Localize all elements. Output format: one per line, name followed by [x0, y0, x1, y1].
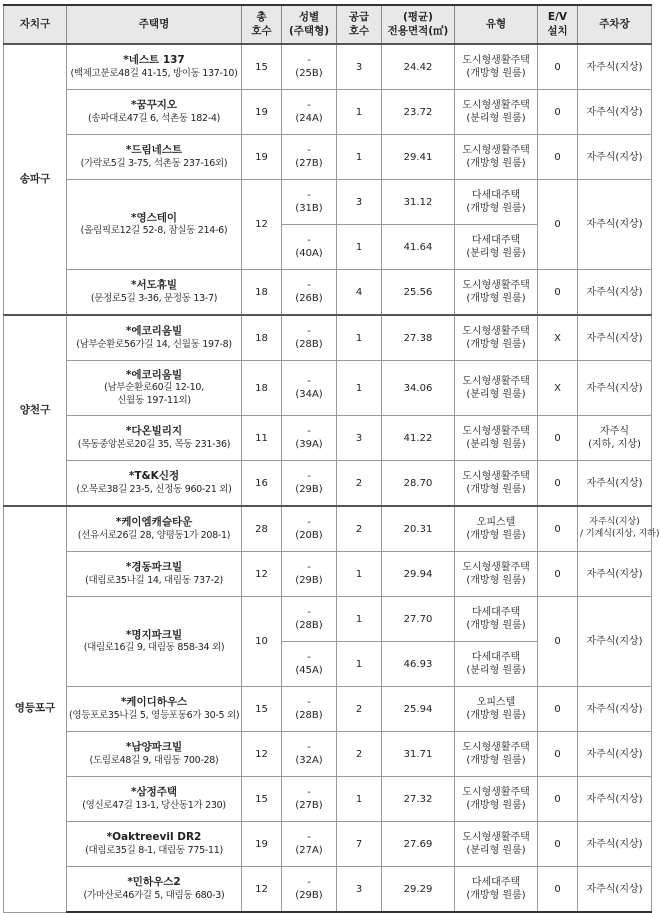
- ev-cell: X: [538, 361, 578, 416]
- house-name: *다온빌리지: [125, 425, 183, 437]
- type-cell: 도시형생활주택 (분리형 원룸): [455, 416, 538, 461]
- house-address: (가락로5길 3-75, 석촌동 237-16외): [80, 157, 228, 169]
- house-address: (백제고분로48길 41-15, 방이동 137-10): [70, 67, 238, 79]
- house-address: (가마산로46가길 5, 대림동 680-3): [83, 889, 225, 901]
- area-cell: 41.64: [382, 225, 455, 270]
- house-name-cell: [67, 732, 242, 777]
- supply-cell: 1: [337, 135, 382, 180]
- parking-cell: 자주식(지상): [578, 552, 652, 597]
- supply-cell: 3: [337, 180, 382, 225]
- header-parking: 주차장: [578, 5, 652, 44]
- area-cell: 20.31: [382, 506, 455, 552]
- area-cell: 31.71: [382, 732, 455, 777]
- house-address: (남부순환로56가길 14, 신월동 197-8): [76, 338, 232, 350]
- total-units-cell: 18: [242, 315, 282, 361]
- area-cell: 46.93: [382, 642, 455, 687]
- house-address: (문정로5길 3-36, 문정동 13-7): [90, 292, 218, 304]
- gender-cell: - (27B): [282, 135, 337, 180]
- type-cell: 다세대주택 (개방형 원룸): [455, 180, 538, 225]
- supply-cell: 1: [337, 642, 382, 687]
- ev-cell: 0: [538, 506, 578, 552]
- table-row: [4, 777, 652, 822]
- table-row: [4, 461, 652, 507]
- house-address: (대림로35길 8-1, 대림동 775-11): [85, 844, 223, 856]
- house-name: *케이엠캐슬타운: [115, 516, 193, 528]
- type-cell: 다세대주택 (개방형 원룸): [455, 867, 538, 913]
- house-name-cell: [67, 135, 242, 180]
- supply-cell: 2: [337, 687, 382, 732]
- total-units-cell: 19: [242, 90, 282, 135]
- district-cell: 양천구: [4, 315, 67, 506]
- table-row: [4, 44, 652, 90]
- ev-cell: 0: [538, 867, 578, 913]
- total-units-cell: 12: [242, 180, 282, 270]
- house-name-cell: [67, 687, 242, 732]
- header-name: 주택명: [67, 5, 242, 44]
- type-cell: 도시형생활주택 (분리형 원룸): [455, 361, 538, 416]
- area-cell: 29.29: [382, 867, 455, 913]
- total-units-cell: 19: [242, 822, 282, 867]
- house-address-line2: 신월동 197-11외): [117, 394, 191, 406]
- house-name: *경동파크빌: [125, 561, 183, 573]
- parking-cell: 자주식(지상): [578, 732, 652, 777]
- house-name: *Oaktreevil DR2: [106, 831, 202, 843]
- house-name: *에코리움빌: [125, 368, 183, 381]
- header-district: 자치구: [4, 5, 67, 44]
- supply-cell: 1: [337, 597, 382, 642]
- area-cell: 25.94: [382, 687, 455, 732]
- table-row: [4, 315, 652, 361]
- house-name: *꿈꾸지오: [130, 99, 178, 111]
- house-name: *남양파크빌: [125, 741, 183, 753]
- gender-cell: - (26B): [282, 270, 337, 316]
- ev-cell: 0: [538, 687, 578, 732]
- area-cell: 27.32: [382, 777, 455, 822]
- gender-cell: - (28B): [282, 597, 337, 642]
- area-cell: 34.06: [382, 361, 455, 416]
- type-cell: 도시형생활주택 (개방형 원룸): [455, 270, 538, 316]
- parking-cell: 자주식(지상): [578, 687, 652, 732]
- gender-cell: - (32A): [282, 732, 337, 777]
- house-address: (오목로38길 23-5, 신정동 960-21 외): [76, 483, 232, 495]
- table-row: [4, 135, 652, 180]
- type-cell: 오피스텔 (개방형 원룸): [455, 506, 538, 552]
- header-total-units: 총 호수: [242, 5, 282, 44]
- house-name-cell: [67, 270, 242, 316]
- area-cell: 29.94: [382, 552, 455, 597]
- total-units-cell: 19: [242, 135, 282, 180]
- type-cell: 도시형생활주택 (개방형 원룸): [455, 777, 538, 822]
- house-name: *삼정주택: [130, 786, 178, 798]
- table-row: [4, 506, 652, 552]
- ev-cell: X: [538, 315, 578, 361]
- table-row: [4, 361, 652, 416]
- total-units-cell: 11: [242, 416, 282, 461]
- house-name: *명지파크빌: [125, 628, 183, 641]
- house-name-cell: [67, 90, 242, 135]
- supply-cell: 1: [337, 361, 382, 416]
- supply-cell: 2: [337, 732, 382, 777]
- gender-cell: - (20B): [282, 506, 337, 552]
- supply-cell: 1: [337, 315, 382, 361]
- total-units-cell: 15: [242, 687, 282, 732]
- ev-cell: 0: [538, 90, 578, 135]
- parking-cell: 자주식(지상): [578, 90, 652, 135]
- house-address: (대림로35나길 14, 대림동 737-2): [85, 574, 223, 586]
- parking-cell: 자주식(지상): [578, 867, 652, 913]
- table-row: [4, 552, 652, 597]
- parking-cell: 자주식(지상) / 기계식(지상, 지하): [578, 506, 652, 552]
- house-name: *케이디하우스: [120, 696, 188, 708]
- ev-cell: 0: [538, 416, 578, 461]
- house-address: (선유서로26길 28, 양평동1가 208-1): [77, 529, 231, 541]
- type-cell: 다세대주택 (개방형 원룸): [455, 597, 538, 642]
- house-name-cell: [67, 867, 242, 913]
- area-cell: 27.38: [382, 315, 455, 361]
- area-cell: 41.22: [382, 416, 455, 461]
- gender-cell: - (27B): [282, 777, 337, 822]
- supply-cell: 1: [337, 225, 382, 270]
- gender-cell: - (29B): [282, 461, 337, 507]
- house-address: (영신로47길 13-1, 당산동1가 230): [82, 799, 226, 811]
- house-name: *T&K신정: [128, 470, 180, 482]
- area-cell: 24.42: [382, 44, 455, 90]
- type-cell: 도시형생활주택 (개방형 원룸): [455, 44, 538, 90]
- total-units-cell: 12: [242, 867, 282, 913]
- table-row: [4, 270, 652, 316]
- house-address: (송파대로47길 6, 석촌동 182-4): [87, 112, 221, 124]
- total-units-cell: 28: [242, 506, 282, 552]
- total-units-cell: 10: [242, 597, 282, 687]
- gender-cell: - (27A): [282, 822, 337, 867]
- housing-table: [3, 4, 660, 913]
- supply-cell: 3: [337, 867, 382, 913]
- supply-cell: 1: [337, 90, 382, 135]
- type-cell: 다세대주택 (분리형 원룸): [455, 642, 538, 687]
- area-cell: 29.41: [382, 135, 455, 180]
- type-cell: 도시형생활주택 (분리형 원룸): [455, 90, 538, 135]
- house-name-cell: [67, 416, 242, 461]
- ev-cell: 0: [538, 777, 578, 822]
- area-cell: 28.70: [382, 461, 455, 507]
- area-cell: 27.69: [382, 822, 455, 867]
- type-cell: 도시형생활주택 (개방형 원룸): [455, 461, 538, 507]
- type-cell: 도시형생활주택 (개방형 원룸): [455, 552, 538, 597]
- type-cell: 도시형생활주택 (개방형 원룸): [455, 135, 538, 180]
- supply-cell: 4: [337, 270, 382, 316]
- header-area: (평균) 전용면적(㎡): [382, 5, 455, 44]
- ev-cell: 0: [538, 822, 578, 867]
- header-row: [4, 5, 652, 44]
- house-name-cell: [67, 506, 242, 552]
- house-address: (대림로16길 9, 대림동 858-34 외): [83, 642, 225, 654]
- ev-cell: 0: [538, 135, 578, 180]
- parking-cell: 자주식(지상): [578, 777, 652, 822]
- house-name-cell: [67, 180, 242, 270]
- ev-cell: 0: [538, 180, 578, 270]
- header-supply: 공급 호수: [337, 5, 382, 44]
- house-name: *에코리움빌: [125, 325, 183, 337]
- table-row: [4, 90, 652, 135]
- header-gender: 성별 (주택형): [282, 5, 337, 44]
- total-units-cell: 18: [242, 361, 282, 416]
- table-row: [4, 822, 652, 867]
- supply-cell: 1: [337, 552, 382, 597]
- total-units-cell: 18: [242, 270, 282, 316]
- gender-cell: - (39A): [282, 416, 337, 461]
- house-address: (올림픽로12길 52-8, 잠실동 214-6): [80, 225, 228, 237]
- house-name-cell: [67, 552, 242, 597]
- district-cell: 송파구: [4, 44, 67, 315]
- gender-cell: - (45A): [282, 642, 337, 687]
- type-cell: 도시형생활주택 (개방형 원룸): [455, 315, 538, 361]
- total-units-cell: 15: [242, 44, 282, 90]
- type-cell: 오피스텔 (개방형 원룸): [455, 687, 538, 732]
- ev-cell: 0: [538, 44, 578, 90]
- gender-cell: - (34A): [282, 361, 337, 416]
- total-units-cell: 12: [242, 732, 282, 777]
- table-row: [4, 732, 652, 777]
- table-row: [4, 867, 652, 913]
- house-address: (영등포로35나길 5, 영등포동6가 30-5 외): [69, 709, 240, 721]
- house-name-cell: [67, 461, 242, 507]
- parking-cell: 자주식(지상): [578, 315, 652, 361]
- district-cell: 영등포구: [4, 506, 67, 912]
- ev-cell: 0: [538, 461, 578, 507]
- gender-cell: - (29B): [282, 867, 337, 913]
- house-name-cell: [67, 777, 242, 822]
- ev-cell: 0: [538, 270, 578, 316]
- table-row: [4, 597, 652, 642]
- gender-cell: - (28B): [282, 315, 337, 361]
- type-cell: 다세대주택 (분리형 원룸): [455, 225, 538, 270]
- total-units-cell: 15: [242, 777, 282, 822]
- supply-cell: 7: [337, 822, 382, 867]
- ev-cell: 0: [538, 732, 578, 777]
- gender-cell: - (40A): [282, 225, 337, 270]
- supply-cell: 1: [337, 777, 382, 822]
- supply-cell: 2: [337, 506, 382, 552]
- table-row: [4, 416, 652, 461]
- house-address: (도림로48길 9, 대림동 700-28): [89, 754, 219, 766]
- gender-cell: - (29B): [282, 552, 337, 597]
- table-row: [4, 180, 652, 225]
- type-cell: 도시형생활주택 (개방형 원룸): [455, 732, 538, 777]
- house-name: *서도휴빌: [130, 279, 178, 291]
- header-ev: E/V 설치: [538, 5, 578, 44]
- house-name-cell: [67, 315, 242, 361]
- gender-cell: - (24A): [282, 90, 337, 135]
- header-type: 유형: [455, 5, 538, 44]
- supply-cell: 3: [337, 44, 382, 90]
- parking-cell: 자주식(지상): [578, 180, 652, 270]
- area-cell: 27.70: [382, 597, 455, 642]
- supply-cell: 3: [337, 416, 382, 461]
- parking-cell: 자주식(지상): [578, 822, 652, 867]
- gender-cell: - (25B): [282, 44, 337, 90]
- parking-cell: 자주식(지상): [578, 135, 652, 180]
- house-address: (목동중앙본로20길 35, 목동 231-36): [77, 438, 231, 450]
- gender-cell: - (28B): [282, 687, 337, 732]
- house-address: (남부순환로60길 12-10,: [104, 382, 204, 394]
- supply-cell: 2: [337, 461, 382, 507]
- table-row: [4, 687, 652, 732]
- house-name-cell: [67, 361, 242, 416]
- house-name: *드림네스트: [125, 144, 183, 156]
- area-cell: 31.12: [382, 180, 455, 225]
- house-name-cell: [67, 44, 242, 90]
- house-name-cell: [67, 597, 242, 687]
- house-name: *네스트 137: [123, 54, 185, 66]
- parking-cell: 자주식(지상): [578, 361, 652, 416]
- ev-cell: 0: [538, 597, 578, 687]
- house-name: *민하우스2: [127, 876, 181, 888]
- total-units-cell: 12: [242, 552, 282, 597]
- parking-cell: 자주식(지상): [578, 44, 652, 90]
- parking-cell: 자주식(지상): [578, 597, 652, 687]
- parking-cell: 자주식 (지하, 지상): [578, 416, 652, 461]
- type-cell: 도시형생활주택 (분리형 원룸): [455, 822, 538, 867]
- total-units-cell: 16: [242, 461, 282, 507]
- area-cell: 25.56: [382, 270, 455, 316]
- house-name: *영스테이: [130, 211, 178, 224]
- area-cell: 23.72: [382, 90, 455, 135]
- ev-cell: 0: [538, 552, 578, 597]
- gender-cell: - (31B): [282, 180, 337, 225]
- parking-cell: 자주식(지상): [578, 270, 652, 316]
- house-name-cell: [67, 822, 242, 867]
- parking-cell: 자주식(지상): [578, 461, 652, 507]
